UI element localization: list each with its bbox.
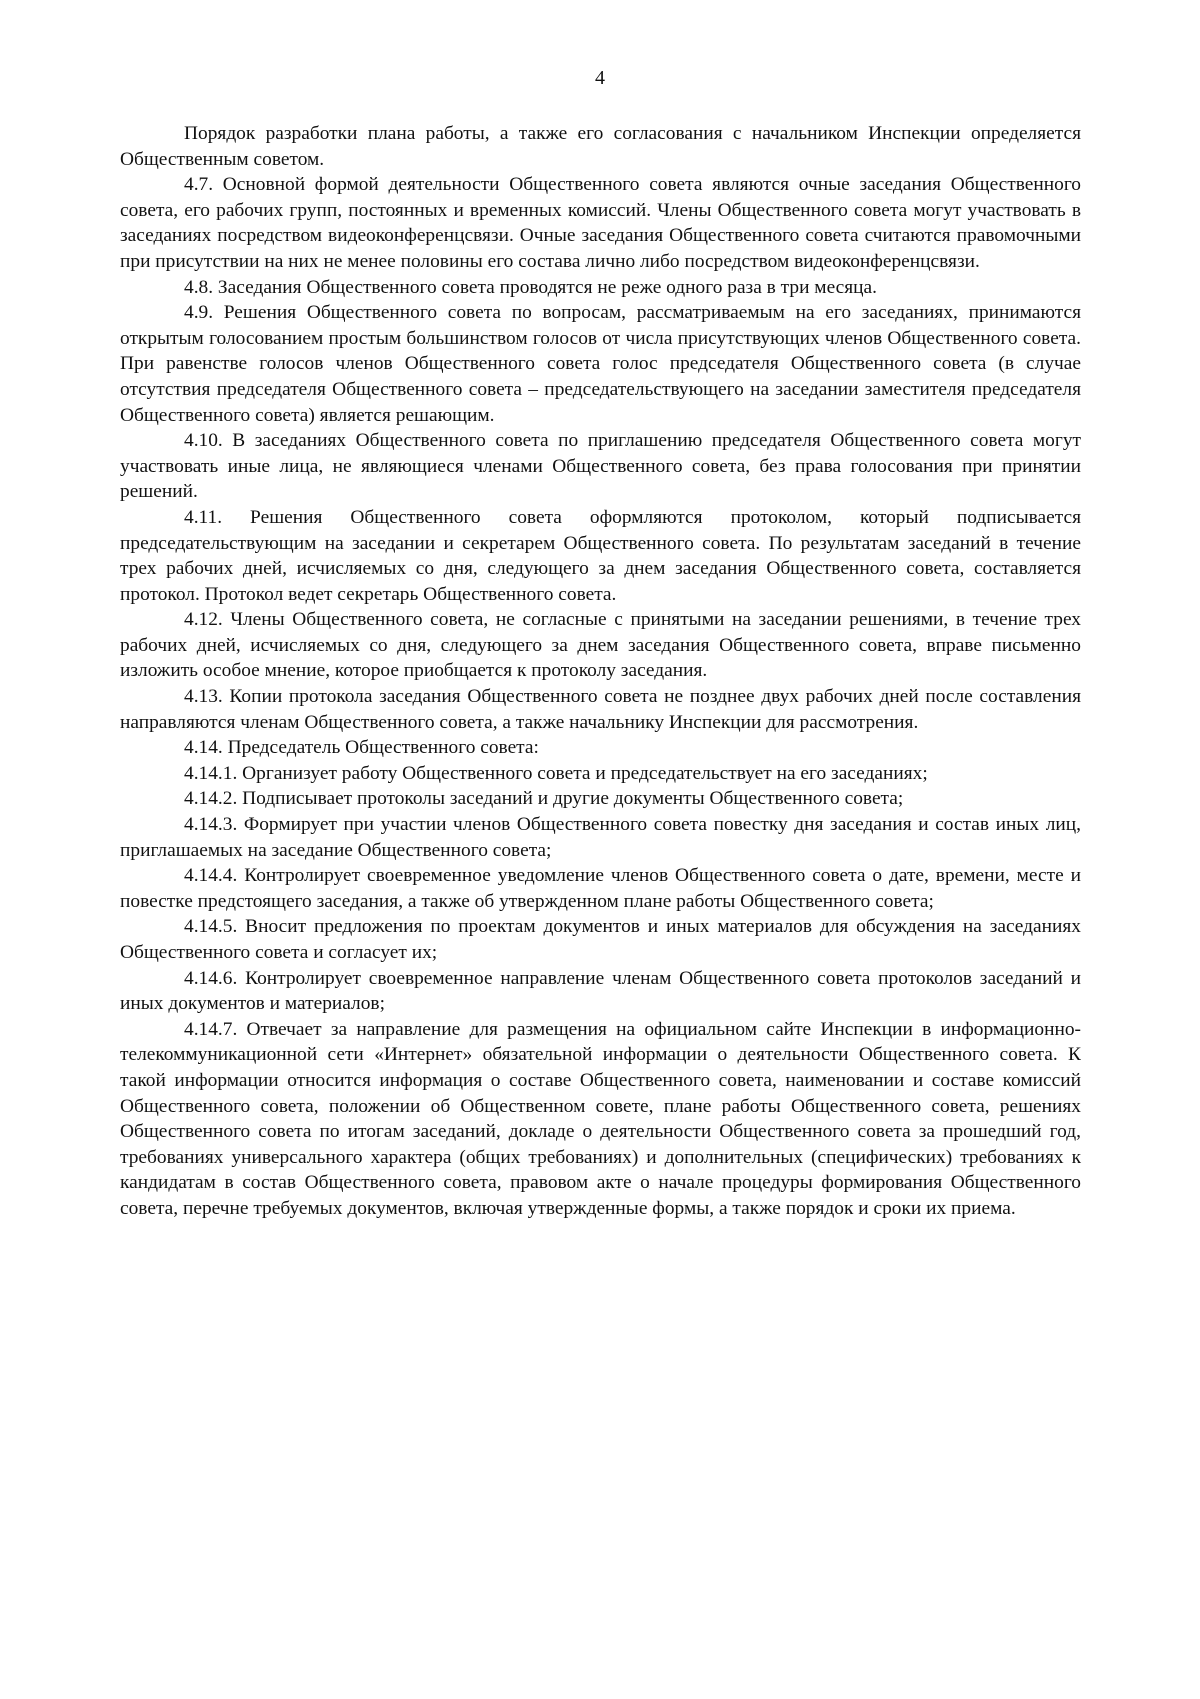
paragraph-4-8: 4.8. Заседания Общественного совета проводятся не реже одного раза в три месяца. [184,276,878,298]
paragraph-4-14-1: 4.14.1. Организует работу Общественного совета и председательствует на его заседаниях; [184,762,928,784]
paragraph-4-14-3: 4.14.3. Формирует при участии членов Общественного совета повестку дня заседания и состав иных лиц, приглашаемых на заседание Общественного совета; [120,814,1081,861]
page-number: 4 [595,67,605,89]
paragraph-4-14-6: 4.14.6. Контролирует своевременное направление членам Общественного совета протоколов заседаний и иных документов и материалов; [120,967,1081,1015]
paragraph-4-14-4: 4.14.4. Контролирует своевременное уведомление членов Общественного совета о дате, времени, месте и повестке предстоящего заседания, а также об утвержденном плане работы Общественного совета; [120,865,1081,912]
paragraph-4-10: 4.10. В заседаниях Общественного совета по приглашению председателя Общественного совета могут участвовать иные лица, не являющиеся членами Общественного совета, без права голосования при принятии решений. [120,430,1081,503]
paragraph-continuation: Порядок разработки плана работы, а также его согласования с начальником Инспекции определяется Общественным советом. [120,123,1081,170]
paragraph-4-14: 4.14. Председатель Общественного совета: [184,737,539,759]
paragraph-4-11: 4.11. Решения Общественного совета оформляются протоколом, который подписывается председательствующим на заседании и секретарем Общественного совета. По результатам заседаний в течение трех рабочих дней, исчисляемых со дня, следующего за днем заседания Общественного совета, составляется протокол. Протокол ведет секретарь Общественного совета. [120,506,1081,605]
paragraph-4-13: 4.13. Копии протокола заседания Общественного совета не позднее двух рабочих дней после составления направляются членам Общественного совета, а также начальнику Инспекции для рассмотрения. [120,686,1081,733]
paragraph-4-7: 4.7. Основной формой деятельности Общественного совета являются очные заседания Общественного совета, его рабочих групп, постоянных и временных комиссий. Члены Общественного совета могут участвовать в заседаниях посредством видеоконференцсвязи. Очные заседания Общественного совета считаются правомочными при присутствии на них не менее половины его состава лично либо посредством видеоконференцсвязи. [120,174,1081,272]
paragraph-4-9: 4.9. Решения Общественного совета по вопросам, рассматриваемым на его заседаниях, принимаются открытым голосованием простым большинством голосов от числа присутствующих членов Общественного совета. При равенстве голосов членов Общественного совета голос председателя Общественного совета (в случае отсутствия председателя Общественного совета – председательствующего на заседании заместителя председателя Общественного совета) является решающим. [120,302,1081,426]
paragraph-4-14-5: 4.14.5. Вносит предложения по проектам документов и иных материалов для обсуждения на заседаниях Общественного совета и согласует их; [120,916,1081,963]
paragraph-4-12: 4.12. Члены Общественного совета, не согласные с принятыми на заседании решениями, в течение трех рабочих дней, исчисляемых со дня, следующего за днем заседания Общественного совета, вправе письменно изложить особое мнение, которое приобщается к протоколу заседания. [120,609,1081,682]
paragraph-4-14-7: 4.14.7. Отвечает за направление для размещения на официальном сайте Инспекции в информационно-телекоммуникационной сети «Интернет» обязательной информации о деятельности Общественного совета. К такой информации относится информация о составе Общественного совета, наименовании и составе комиссий Общественного совета, положении об Общественном совете, плане работы Общественного совета, решениях Общественного совета по итогам заседаний, докладе о деятельности Общественного совета за прошедший год, требованиях универсального характера (общих требованиях) и дополнительных (специфических) требованиях к кандидатам в состав Общественного совета, правовом акте о начале процедуры формирования Общественного совета, перечне требуемых документов, включая утвержденные формы, а также порядок и сроки их приема. [120,1018,1081,1219]
document-body [120,121,1081,1222]
paragraph-4-14-2: 4.14.2. Подписывает протоколы заседаний и другие документы Общественного совета; [184,788,904,810]
